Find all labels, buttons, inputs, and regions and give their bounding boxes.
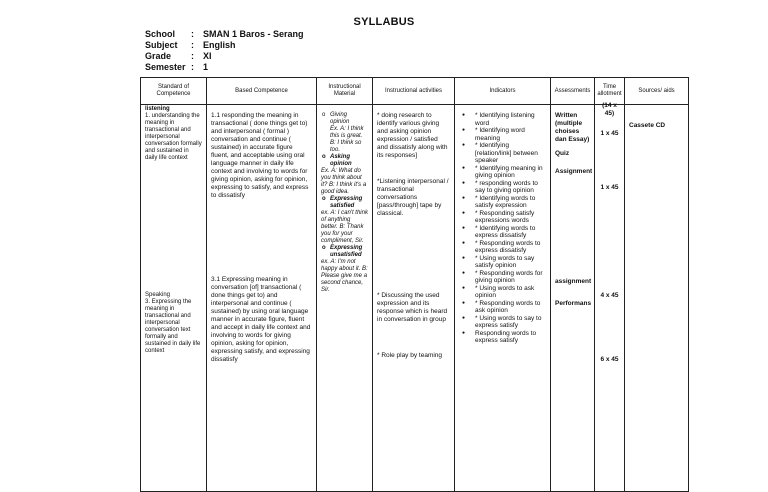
standard-listening-text: 1. understanding the meaning in transactional and interpersonal conversation formally and sustained in daily life context: [145, 113, 202, 161]
material-cell: [317, 105, 373, 492]
standard-listening: [145, 106, 202, 162]
standard-speaking-text: 3. Expressing the meaning in transactional and interpersonal conversation text formally and sustained in daily life context: [145, 299, 201, 354]
table-row: [141, 105, 689, 492]
list-item: ● * Responding words for giving opinion: [459, 270, 546, 285]
meta-row-subject: [145, 40, 304, 51]
meta-key: Subject: [145, 40, 178, 50]
time-cell: [595, 102, 625, 492]
page-title: SYLLABUS: [353, 16, 415, 28]
meta-value: SMAN 1 Baros - Serang: [203, 29, 304, 39]
header-based: Based Competence: [207, 78, 317, 105]
based-competence-2: 3.1 Expressing meaning in conversation [of] transactional ( done things get to) and interpersonal and continue ( sustained) by using oral language manner in accurate figure, fluent and accept in daily life context and involving to words for giving opinion, asking for opinion, expressing satisfy, and expressing dissatisfy: [211, 276, 311, 363]
material-asking-opinion: o Asking opinion: [321, 154, 368, 168]
list-item: ● * Identifying word meaning: [459, 127, 546, 142]
material-giving-opinion-example: Ex. A: I think this is great. B: I think so too.: [330, 126, 364, 153]
standard-speaking-title: Speaking: [145, 292, 171, 298]
header-indicators: Indicators: [455, 78, 551, 105]
meta-colon: :: [191, 29, 194, 39]
assessments-cell: [551, 105, 595, 492]
time-allotment-4: 6 x 45: [600, 356, 619, 363]
standard-listening-title: listening: [145, 106, 170, 112]
based-cell: [207, 105, 317, 492]
material-expressing-satisfied: o Expressing satisfied: [321, 196, 368, 210]
material-asking-opinion-example: Ex. A: What do you think about it? B: I think it's a good idea.: [321, 168, 367, 195]
meta-row-school: [145, 29, 304, 40]
list-item: ● * Identifying meaning in giving opinion: [459, 165, 546, 180]
indicators-cell: [455, 105, 551, 492]
list-item: ● * Using words to ask opinion: [459, 285, 546, 300]
material-expressing-unsatisfied: o Expressing unsatisfied: [321, 245, 368, 259]
assessment-performans: Performans: [555, 300, 592, 307]
activity-1: * doing research to identify various giving and asking opinion expression / satisfied and dissatisfy along with its responses]: [377, 112, 448, 159]
meta-row-grade: [145, 51, 304, 62]
material-expressing-unsatisfied-example: ex. A: I'm not happy about it. B: Please give me a second chance, Sir.: [321, 259, 368, 293]
meta-key: Grade: [145, 51, 172, 61]
assessment-assignment-2: assignment: [555, 278, 592, 285]
list-item: ● * Identifying words to express dissatisfy: [459, 225, 546, 240]
meta-colon: :: [191, 40, 194, 50]
meta-value: XI: [203, 51, 212, 61]
activity-4: * Role play by teaming: [377, 352, 443, 359]
list-item: ● * Using words to say satisfy opinion: [459, 255, 546, 270]
header-assessments: Assessments: [551, 78, 595, 105]
meta-value: 1: [203, 62, 209, 72]
source-cassette-cd: Cassete CD: [629, 122, 666, 129]
header-activities: Instructional activities: [373, 78, 455, 105]
material-list: [321, 112, 368, 294]
list-item: ● * Identifying [relation/link] between speaker: [459, 142, 546, 165]
list-item: ● * Responding words to express dissatisfy: [459, 240, 546, 255]
time-allotment-2: 1 x 45: [600, 184, 619, 191]
time-total: (14 x 45): [602, 102, 617, 117]
header-standard: Standard of Competence: [141, 78, 207, 105]
sources-cell: [625, 105, 689, 492]
indicator-list: [459, 112, 546, 345]
activities-cell: [373, 105, 455, 492]
table-header-row: [141, 78, 689, 105]
list-item: ● Responding words to express satisfy: [459, 330, 546, 345]
list-item: ● * responding words to say to giving opinion: [459, 180, 546, 195]
material-expressing-satisfied-example: ex. A: I can't think of anything better. B: Thank you for your compliment, Sir.: [321, 210, 368, 244]
based-competence-1: 1.1 responding the meaning in transactional ( done things get to) and interpersonal ( formal ) conversation and continue ( sustained) in accurate figure fluent, and acceptable using oral language manner in daily life context and involving to words for giving opinion, asking for opinion, expressing to satisfy, and express to dissatisfy: [211, 112, 309, 199]
syllabus-table: [140, 77, 689, 492]
meta-row-semester: [145, 62, 304, 73]
standard-speaking: [145, 292, 202, 355]
list-item: ● * Identifying listening word: [459, 112, 546, 127]
header-material: Instructional Material: [317, 78, 373, 105]
time-allotment-3: 4 x 45: [600, 292, 619, 299]
material-giving-opinion: o Giving opinion: [321, 112, 368, 126]
standard-cell: [141, 105, 207, 492]
header-sources: Sources/ aids: [625, 78, 689, 105]
list-item: ● * Using words to say to express satisfy: [459, 315, 546, 330]
meta-key: Semester: [145, 62, 186, 72]
meta-colon: :: [191, 62, 194, 72]
assessment-assignment: Assignment: [555, 168, 593, 175]
activity-2: *Listening interpersonal / transactional conversations [pass/through] tape by classical.: [377, 178, 449, 217]
list-item: ● * Identifying words to satisfy expression: [459, 195, 546, 210]
header-time: Time allotment: [595, 78, 625, 105]
list-item: ● * Responding satisfy expressions words: [459, 210, 546, 225]
assessment-quiz: Quiz: [555, 150, 570, 157]
time-allotment-1: 1 x 45: [600, 130, 619, 137]
list-item: ● * Responding words to ask opinion: [459, 300, 546, 315]
meta-key: School: [145, 29, 176, 39]
assessment-written: Written (multiple choises dan Essay): [555, 112, 590, 143]
meta-value: English: [203, 40, 236, 50]
meta-colon: :: [191, 51, 194, 61]
syllabus-meta: [145, 29, 304, 73]
activity-3: * Discussing the used expression and its response which is heard in conversation in group: [377, 292, 448, 323]
